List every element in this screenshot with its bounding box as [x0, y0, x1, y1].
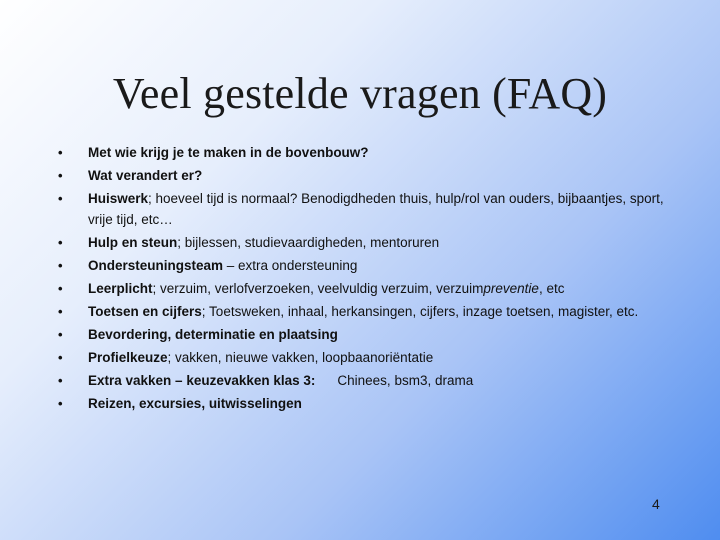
- page-number: 4: [652, 496, 660, 512]
- list-item: [58, 189, 668, 230]
- list-item: [58, 394, 668, 415]
- item-heading: Reizen, excursies, uitwisselingen: [88, 396, 302, 412]
- bullet: •: [58, 145, 63, 160]
- item-heading: Leerplicht: [88, 280, 153, 296]
- item-detail: ; hoeveel tijd is normaal? Benodigdheden thuis, hulp/rol van ouders, bijbaantjes, sport, vrije tijd, etc…: [88, 191, 664, 227]
- bullet: •: [58, 327, 63, 343]
- item-heading: Met wie krijg je te maken in de bovenbouw?: [88, 145, 369, 160]
- bullet: •: [58, 257, 63, 273]
- list-item: [58, 348, 668, 369]
- bullet: •: [58, 168, 63, 184]
- list-item: [58, 166, 668, 187]
- list-item: [58, 233, 668, 254]
- list-item: [58, 279, 668, 300]
- item-detail-tail: , etc: [538, 280, 565, 296]
- item-heading: Huiswerk: [88, 191, 149, 207]
- item-heading: Hulp en steun: [88, 234, 178, 250]
- bullet: •: [58, 396, 63, 412]
- bullet: •: [58, 304, 63, 320]
- list-item: [58, 143, 668, 164]
- item-detail: Chinees, bsm3, drama: [337, 373, 474, 389]
- bullet: •: [58, 191, 63, 207]
- faq-list: [58, 143, 668, 418]
- item-heading: Ondersteuningsteam: [88, 257, 224, 273]
- list-item: [58, 371, 668, 392]
- slide-title: Veel gestelde vragen (FAQ): [112, 69, 608, 118]
- item-detail: ; verzuim, verlofverzoeken, veelvuldig verzuim, verzuim: [152, 280, 484, 296]
- item-detail: – extra ondersteuning: [223, 257, 358, 273]
- list-item: [58, 256, 668, 277]
- list-item: [58, 302, 668, 323]
- list-item: [58, 325, 668, 346]
- item-detail: ; Toetsweken, inhaal, herkansingen, cijfers, inzage toetsen, magister, etc.: [201, 304, 639, 320]
- bullet: •: [58, 234, 63, 250]
- item-detail: ; vakken, nieuwe vakken, loopbaanoriëntatie: [167, 350, 434, 366]
- item-heading: Profielkeuze: [88, 350, 168, 366]
- item-heading: Wat verandert er?: [88, 168, 203, 184]
- item-heading: Extra vakken – keuzevakken klas 3:: [88, 373, 316, 389]
- item-detail: ; bijlessen, studievaardigheden, mentoruren: [177, 234, 440, 250]
- item-detail-italic: preventie: [483, 280, 539, 296]
- item-heading: Bevordering, determinatie en plaatsing: [88, 327, 338, 343]
- bullet: •: [58, 373, 63, 389]
- bullet: •: [58, 280, 63, 296]
- item-heading: Toetsen en cijfers: [88, 304, 202, 320]
- bullet: •: [58, 350, 63, 366]
